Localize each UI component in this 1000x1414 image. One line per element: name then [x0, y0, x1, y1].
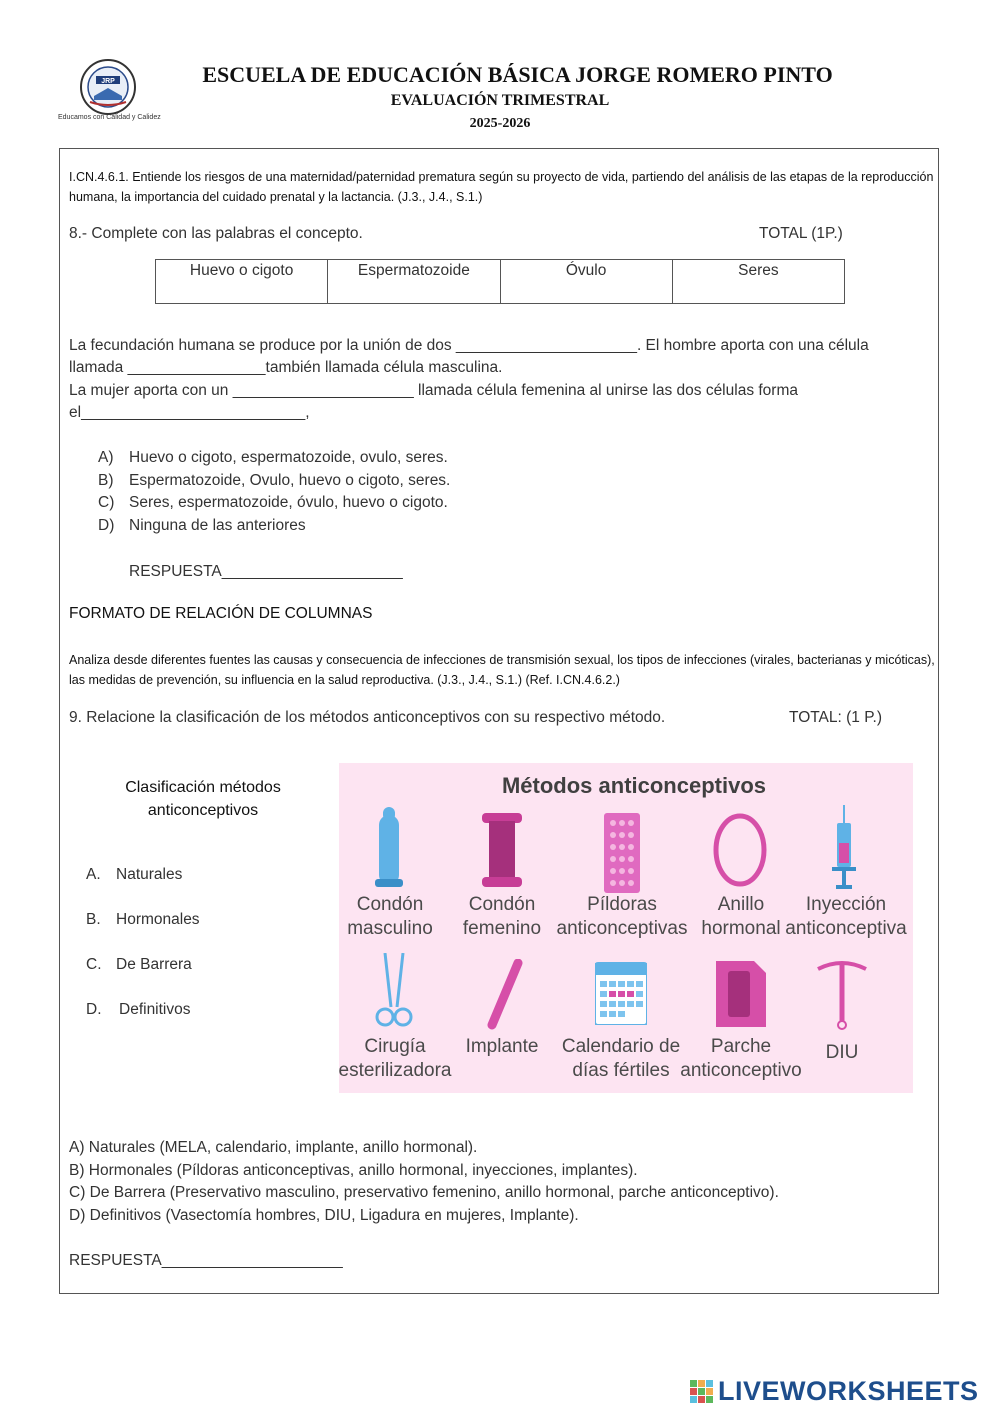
classification-title: Clasificación métodos anticonceptivos [125, 779, 281, 819]
option-item[interactable]: C) Seres, espermatozoide, óvulo, huevo o cigoto. [98, 494, 448, 511]
question-9-total: TOTAL: (1 P.) [789, 709, 883, 726]
svg-text:JRP: JRP [101, 78, 115, 85]
method-label: Píldoras anticonceptivas [556, 894, 688, 939]
options-list [98, 447, 450, 537]
liveworksheets-icon [690, 1380, 714, 1404]
word-bank-cell: Óvulo [500, 260, 672, 304]
method-label: Parche anticonceptivo [680, 1036, 802, 1081]
classification-item: B. Hormonales [86, 911, 200, 928]
fill-paragraph-line: La fecundación humana se produce por la unión de dos _____________________. El hombre aporta con una célula [69, 337, 869, 354]
method-label: Cirugía esterilizadora [338, 1036, 452, 1081]
word-bank-cell: Huevo o cigoto [156, 260, 328, 304]
option-item[interactable]: B) Espermatozoide, Ovulo, huevo o cigoto, seres. [98, 471, 451, 489]
liveworksheets-logo [690, 1376, 979, 1407]
matching-answer-item[interactable]: D) Definitivos (Vasectomía hombres, DIU, Ligadura en mujeres, Implante). [69, 1206, 579, 1224]
method-label: Condón masculino [347, 894, 433, 939]
word-bank-table [155, 259, 845, 304]
fill-paragraph-line: La mujer aporta con un _____________________ llamada célula femenina al unirse las dos células forma [69, 382, 798, 399]
criterion-text-2: Analiza desde diferentes fuentes las causas y consecuencia de infecciones de transmisión sexual, los tipos de infecciones (virales, bacterianas y micóticas), las medidas de prevención, su influencia en la salud reproductiva. (J.3., J.4., S.1.) (Ref. I.CN.4.6.2.) [69, 653, 935, 687]
image-title: Métodos anticonceptivos [501, 773, 767, 798]
calendar-icon [595, 959, 647, 1025]
option-item[interactable]: D) Ninguna de las anteriores [98, 516, 306, 534]
female-condom-icon [479, 813, 525, 889]
fill-paragraph-line: llamada ________________también llamada célula masculina. [69, 359, 503, 376]
matching-answer-item[interactable]: C) De Barrera (Preservativo masculino, preservativo femenino, anillo hormonal, parche anticonceptivo). [69, 1184, 779, 1201]
classification-item: A. Naturales [86, 866, 183, 883]
matching-answers [69, 1137, 779, 1227]
patch-icon [716, 961, 766, 1027]
question-8-total: TOTAL (1P.) [759, 225, 843, 242]
injection-icon [832, 805, 856, 891]
method-label: Condón femenino [462, 894, 542, 939]
evaluation-title: EVALUACIÓN TRIMESTRAL [390, 92, 610, 109]
criterion-text-1: I.CN.4.6.1. Entiende los riesgos de una maternidad/paternidad prematura según su proyecto de vida, partiendo del análisis de las etapas de la reproducción humana, la importancia del cuidado prenatal y la lactancia. (J.3., J.4., S.1.) [69, 170, 934, 204]
scissors-icon [371, 953, 417, 1029]
implant-icon [484, 959, 524, 1031]
iud-icon [814, 959, 870, 1035]
fill-paragraph-line: el__________________________, [69, 404, 310, 421]
male-condom-icon [369, 807, 409, 889]
answer-field-8[interactable]: RESPUESTA_____________________ [129, 563, 403, 580]
matching-answer-item[interactable]: B) Hormonales (Píldoras anticonceptivas, anillo hormonal, inyecciones, implantes). [69, 1161, 638, 1179]
classification-item: D. Definitivos [86, 1001, 191, 1018]
word-bank-cell: Espermatozoide [328, 260, 500, 304]
contraceptive-methods-image [339, 763, 913, 1093]
method-label: DIU [825, 1042, 859, 1063]
ring-icon [712, 811, 768, 889]
section-heading: FORMATO DE RELACIÓN DE COLUMNAS [69, 605, 373, 622]
option-item[interactable]: A) Huevo o cigoto, espermatozoide, ovulo, seres. [98, 449, 448, 466]
method-label: Calendario de días fértiles [561, 1036, 681, 1081]
question-8: 8.- Complete con las palabras el concepto. [69, 225, 363, 242]
school-name: ESCUELA DE EDUCACIÓN BÁSICA JORGE ROMERO PINTO [202, 62, 833, 87]
method-label: Implante [465, 1036, 539, 1057]
answer-field-9[interactable]: RESPUESTA_____________________ [69, 1252, 343, 1269]
method-label: Inyección anticonceptiva [785, 894, 907, 939]
method-label: Anillo hormonal [701, 894, 781, 939]
question-9: 9. Relacione la clasificación de los métodos anticonceptivos con su respectivo método. [69, 709, 666, 726]
liveworksheets-brand: LIVEWORKSHEETS [718, 1376, 979, 1406]
word-bank-cell: Seres [672, 260, 844, 304]
pills-icon [604, 813, 640, 893]
classification-item: C. De Barrera [86, 956, 192, 973]
logo-caption: Educamos con Calidad y Calidez [58, 114, 161, 121]
evaluation-year: 2025-2026 [469, 116, 531, 131]
matching-answer-item[interactable]: A) Naturales (MELA, calendario, implante, anillo hormonal). [69, 1139, 478, 1156]
